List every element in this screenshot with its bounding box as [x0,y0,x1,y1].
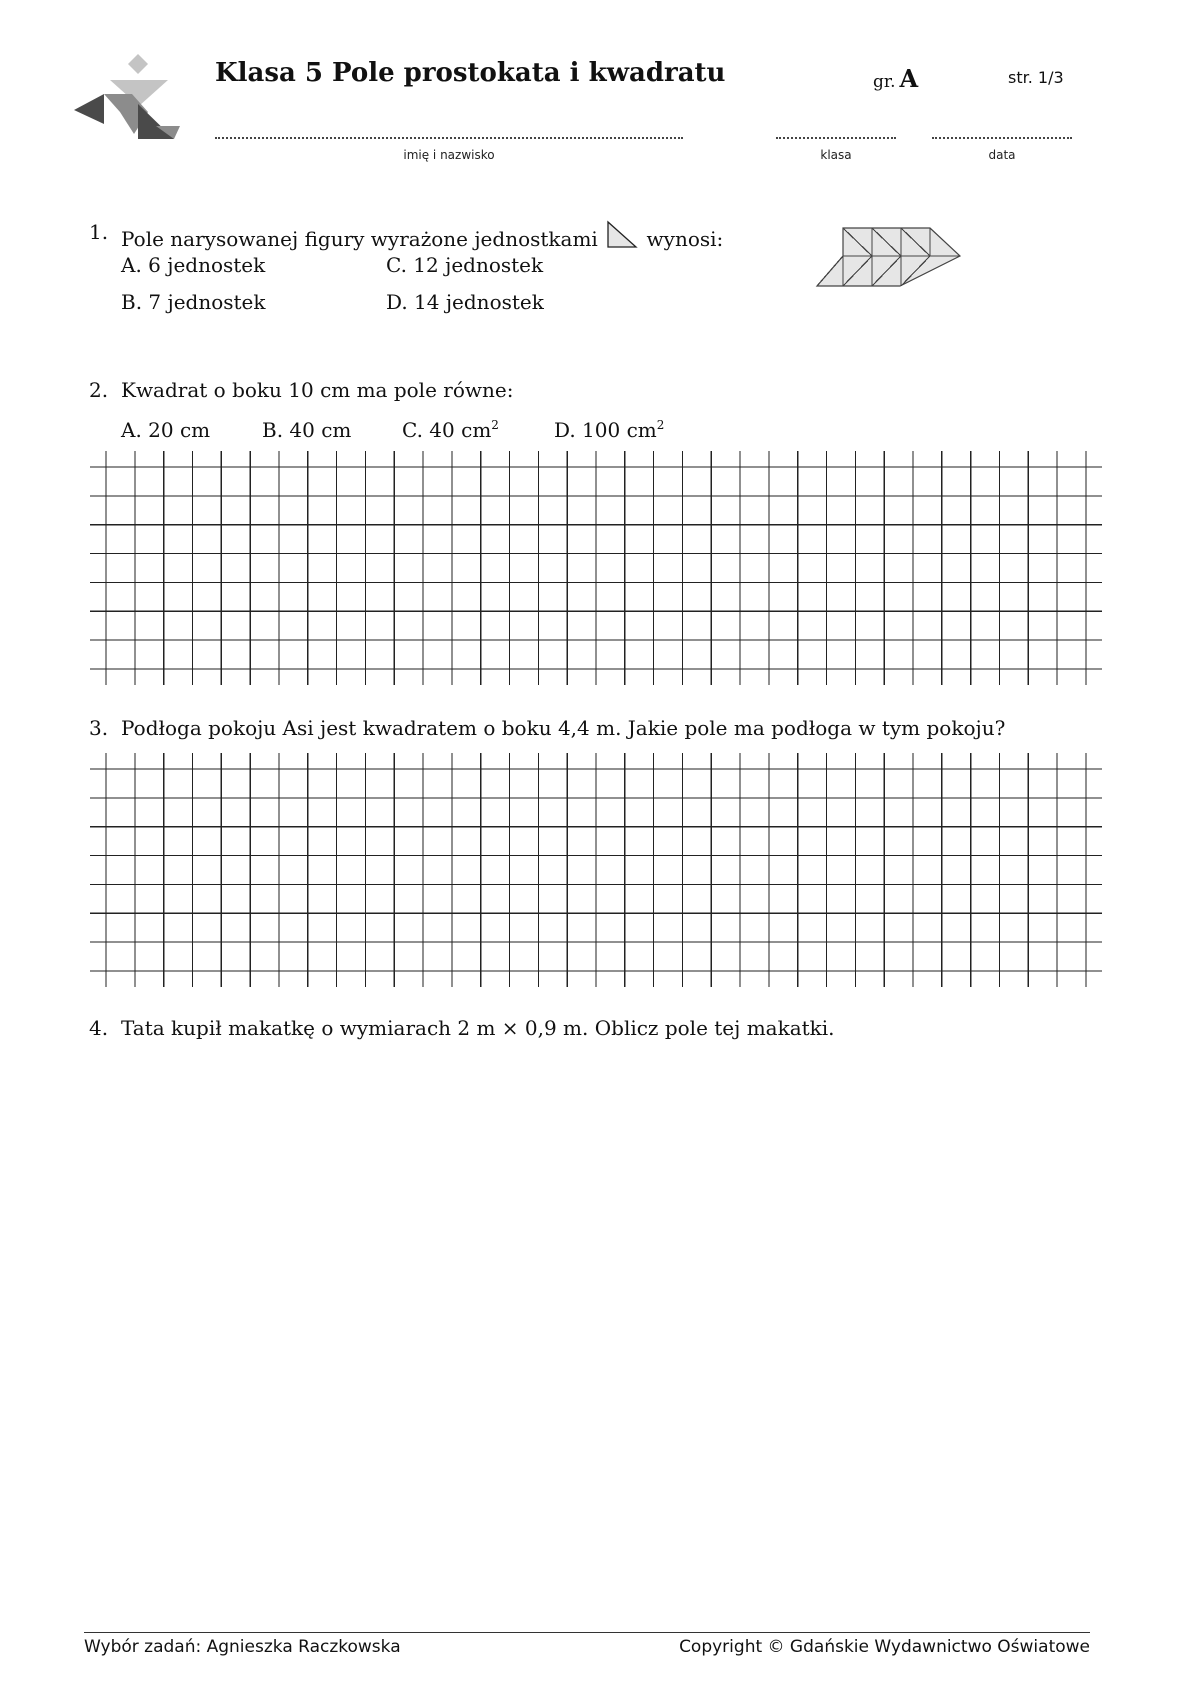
question-2-option-c-sup: 2 [491,418,499,432]
date-field[interactable] [932,137,1072,139]
footer-author: Wybór zadań: Agnieszka Raczkowska [84,1637,401,1657]
group-label [873,64,918,93]
question-2-option-a[interactable] [121,418,210,442]
question-2-option-c[interactable] [402,418,499,442]
question-1-option-a[interactable]: A. 6 jednostek [121,253,266,277]
question-1 [0,220,1200,250]
name-field[interactable] [215,137,683,139]
question-4-number: 4. [89,1016,109,1040]
question-2-option-d[interactable] [554,418,664,442]
triangle-figure [815,226,965,290]
footer-copyright: Copyright © Gdańskie Wydawnictwo Oświatowe [679,1637,1090,1657]
question-1-option-b[interactable]: B. 7 jednostek [121,290,266,314]
question-1-text-before: Pole narysowanej figury wyrażone jednostkami [121,227,598,251]
question-3-number: 3. [89,716,109,740]
question-2-option-c-label: C. 40 cm [402,418,492,442]
question-1-option-c[interactable]: C. 12 jednostek [386,253,544,277]
page-number: str. 1/3 [1008,68,1064,87]
answer-grid-question-3[interactable] [90,750,1102,990]
question-2-option-a-label: A. 20 cm [121,418,211,442]
question-2-option-b-label: B. 40 cm [262,418,352,442]
question-1-option-d[interactable]: D. 14 jednostek [386,290,544,314]
tangram-logo [74,54,184,149]
question-2-text: Kwadrat o boku 10 cm ma pole równe: [121,378,514,402]
class-field-label: klasa [820,148,852,162]
group-letter: A [899,64,919,93]
question-4 [0,1016,1200,1046]
question-2-number: 2. [89,378,109,402]
question-1-number: 1. [89,220,109,244]
question-4-text: Tata kupił makatkę o wymiarach 2 m × 0,9 m. Oblicz pole tej makatki. [121,1016,835,1040]
right-triangle-icon [606,220,638,250]
class-field[interactable] [776,137,896,139]
footer-rule [84,1632,1090,1633]
name-field-label: imię i nazwisko [403,148,495,162]
question-2-option-d-sup: 2 [656,418,665,432]
logo-triangle-left [74,94,104,124]
question-3 [0,716,1200,746]
answer-grid-question-2[interactable] [90,448,1102,688]
question-1-text-after: wynosi: [646,227,724,251]
question-2-option-b[interactable] [262,418,351,442]
page-title: Klasa 5 Pole prostokata i kwadratu [215,58,726,88]
question-1-text [121,220,723,251]
question-2 [0,378,1200,408]
logo-diamond [128,54,148,74]
group-prefix: gr. [873,72,896,92]
date-field-label: data [988,148,1016,162]
question-2-option-d-label: D. 100 cm [554,418,657,442]
question-3-text: Podłoga pokoju Asi jest kwadratem o boku 4,4 m. Jakie pole ma podłoga w tym pokoju? [121,716,1006,740]
